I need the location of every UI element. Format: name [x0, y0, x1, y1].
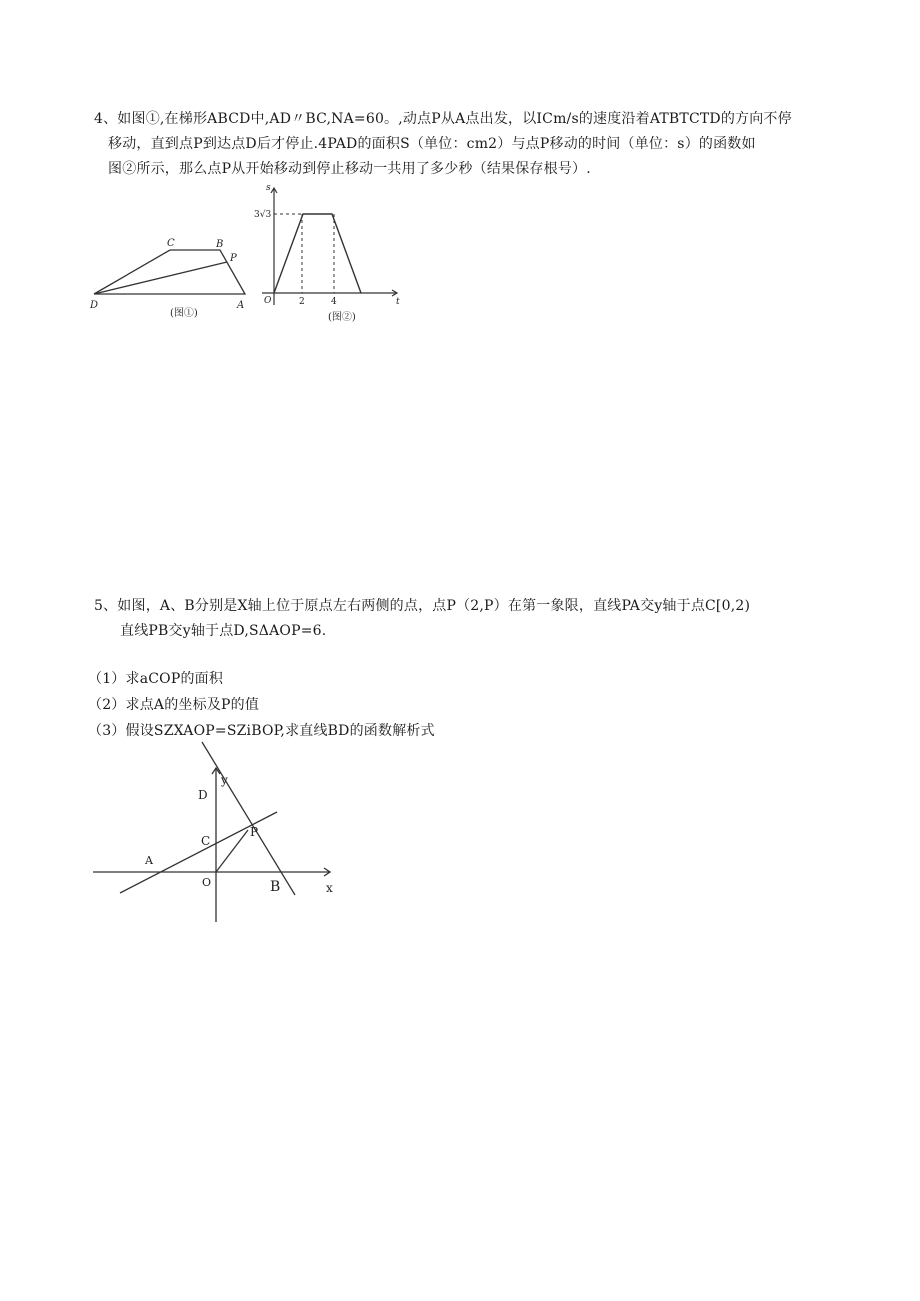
label-D: D: [90, 300, 99, 311]
x-tick-4: 4: [331, 297, 337, 307]
figure1-trapezoid: [85, 190, 255, 330]
problem5-q1: （1）求aCOP的面积: [88, 671, 224, 687]
problem5-q3: （3）假设SZXAOP=SZiBOP,求直线BD的函数解析式: [88, 723, 435, 739]
label-P: P: [230, 253, 237, 264]
label-C: C: [167, 238, 175, 249]
x-axis-label: t: [396, 297, 400, 307]
problem4-line3: 图②所示，那么点P从开始移动到停止移动一共用了多少秒（结果保存根号）.: [108, 161, 591, 177]
label-B: B: [270, 879, 281, 895]
s-t-curve: [274, 214, 361, 293]
label-D: D: [198, 788, 208, 802]
segment-op: [216, 830, 248, 872]
problem4-line1: 4、如图①,在梯形ABCD中,AD〃BC,NA=60。,动点P从A点出发，以ICm/s的速度沿着ATBTCTD的方向不停: [94, 111, 792, 127]
y-axis-label: s: [266, 183, 271, 193]
problem5-line1: 5、如图，A、B分别是X轴上位于原点左右两侧的点，点P（2,P）在第一象限，直线PA交y轴于点C[0,2): [94, 598, 751, 614]
trapezoid-outline: [94, 250, 245, 294]
y-value-label: 3√3: [254, 210, 272, 220]
origin-label: O: [264, 296, 272, 306]
figure1-caption: (图①): [170, 308, 198, 319]
label-A: A: [145, 854, 153, 867]
problem4-line2: 移动，直到点P到达点D后才停止.4PAD的面积S（单位：cm2）与点P移动的时间（单位：s）的函数如: [108, 136, 756, 152]
figure2-graph: [255, 180, 415, 325]
label-x: x: [326, 881, 333, 895]
label-B: B: [216, 239, 224, 250]
label-P: P: [250, 825, 259, 839]
label-O: O: [202, 876, 212, 889]
segment-dp: [94, 262, 227, 294]
label-y: y: [221, 773, 228, 787]
problem5-line2: 直线PB交y轴于点D,SΔAOP=6.: [120, 623, 327, 639]
x-tick-2: 2: [299, 297, 305, 307]
label-C: C: [201, 834, 211, 848]
label-A: A: [237, 300, 245, 311]
figure2-caption: (图②): [328, 312, 356, 323]
problem5-q2: （2）求点A的坐标及P的值: [88, 697, 260, 713]
figure-problem5: [90, 740, 350, 925]
